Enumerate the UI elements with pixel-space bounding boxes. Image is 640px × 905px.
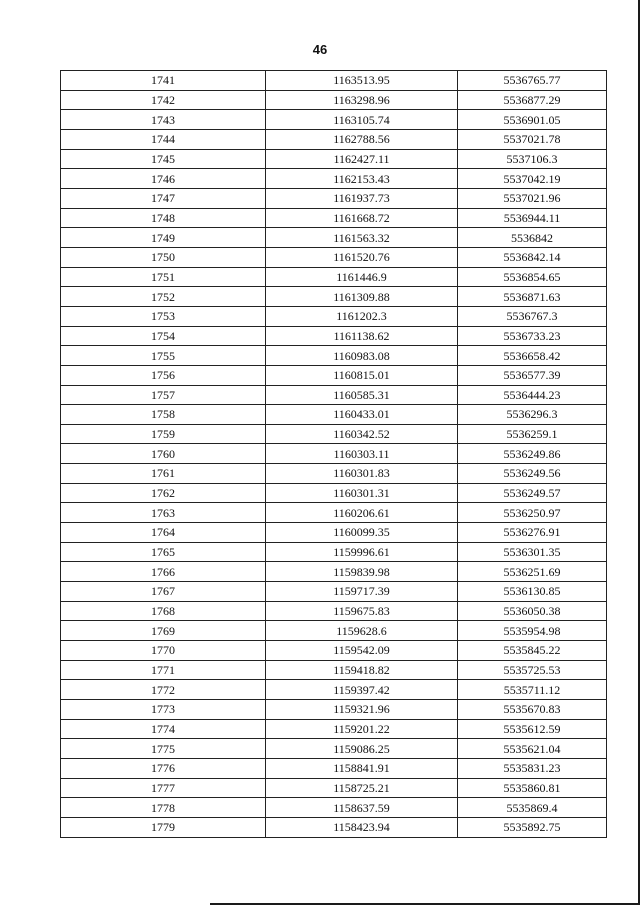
y-coordinate-cell: 5536130.85 (458, 582, 607, 602)
y-coordinate-cell: 5536276.91 (458, 523, 607, 543)
x-coordinate-cell: 1162427.11 (266, 149, 458, 169)
point-number-cell: 1776 (61, 758, 266, 778)
point-number-cell: 1767 (61, 582, 266, 602)
point-number-cell: 1745 (61, 149, 266, 169)
y-coordinate-cell: 5536854.65 (458, 267, 607, 287)
point-number-cell: 1742 (61, 90, 266, 110)
y-coordinate-cell: 5537021.96 (458, 188, 607, 208)
x-coordinate-cell: 1159839.98 (266, 562, 458, 582)
table-row (61, 247, 607, 267)
x-coordinate-cell: 1158637.59 (266, 798, 458, 818)
table-row (61, 385, 607, 405)
table-row (61, 405, 607, 425)
point-number-cell: 1744 (61, 129, 266, 149)
x-coordinate-cell: 1159628.6 (266, 621, 458, 641)
x-coordinate-cell: 1160301.83 (266, 464, 458, 484)
x-coordinate-cell: 1158423.94 (266, 817, 458, 837)
table-row (61, 582, 607, 602)
point-number-cell: 1755 (61, 346, 266, 366)
y-coordinate-cell: 5535831.23 (458, 758, 607, 778)
point-number-cell: 1759 (61, 424, 266, 444)
x-coordinate-cell: 1159996.61 (266, 542, 458, 562)
point-number-cell: 1743 (61, 110, 266, 130)
coordinates-table (60, 70, 607, 838)
y-coordinate-cell: 5536050.38 (458, 601, 607, 621)
x-coordinate-cell: 1160099.35 (266, 523, 458, 543)
x-coordinate-cell: 1160301.31 (266, 483, 458, 503)
y-coordinate-cell: 5536901.05 (458, 110, 607, 130)
table-row (61, 542, 607, 562)
y-coordinate-cell: 5536842 (458, 228, 607, 248)
x-coordinate-cell: 1162153.43 (266, 169, 458, 189)
table-row (61, 621, 607, 641)
y-coordinate-cell: 5536765.77 (458, 71, 607, 91)
table-row (61, 739, 607, 759)
x-coordinate-cell: 1158725.21 (266, 778, 458, 798)
point-number-cell: 1761 (61, 464, 266, 484)
y-coordinate-cell: 5535670.83 (458, 700, 607, 720)
y-coordinate-cell: 5536259.1 (458, 424, 607, 444)
y-coordinate-cell: 5536251.69 (458, 562, 607, 582)
table-row (61, 660, 607, 680)
point-number-cell: 1775 (61, 739, 266, 759)
y-coordinate-cell: 5535892.75 (458, 817, 607, 837)
table-row (61, 719, 607, 739)
x-coordinate-cell: 1163298.96 (266, 90, 458, 110)
point-number-cell: 1766 (61, 562, 266, 582)
x-coordinate-cell: 1161668.72 (266, 208, 458, 228)
y-coordinate-cell: 5536944.11 (458, 208, 607, 228)
y-coordinate-cell: 5537021.78 (458, 129, 607, 149)
point-number-cell: 1778 (61, 798, 266, 818)
x-coordinate-cell: 1161937.73 (266, 188, 458, 208)
table-row (61, 267, 607, 287)
x-coordinate-cell: 1161520.76 (266, 247, 458, 267)
point-number-cell: 1746 (61, 169, 266, 189)
y-coordinate-cell: 5536249.86 (458, 444, 607, 464)
table-row (61, 444, 607, 464)
table-row (61, 346, 607, 366)
point-number-cell: 1770 (61, 641, 266, 661)
y-coordinate-cell: 5537106.3 (458, 149, 607, 169)
table-row (61, 798, 607, 818)
y-coordinate-cell: 5536733.23 (458, 326, 607, 346)
table-row (61, 208, 607, 228)
x-coordinate-cell: 1159418.82 (266, 660, 458, 680)
x-coordinate-cell: 1163105.74 (266, 110, 458, 130)
y-coordinate-cell: 5536249.57 (458, 483, 607, 503)
table-row (61, 110, 607, 130)
point-number-cell: 1763 (61, 503, 266, 523)
y-coordinate-cell: 5536767.3 (458, 306, 607, 326)
y-coordinate-cell: 5535621.04 (458, 739, 607, 759)
y-coordinate-cell: 5536249.56 (458, 464, 607, 484)
table-row (61, 306, 607, 326)
x-coordinate-cell: 1160206.61 (266, 503, 458, 523)
y-coordinate-cell: 5536301.35 (458, 542, 607, 562)
y-coordinate-cell: 5536658.42 (458, 346, 607, 366)
table-row (61, 228, 607, 248)
x-coordinate-cell: 1159717.39 (266, 582, 458, 602)
x-coordinate-cell: 1160342.52 (266, 424, 458, 444)
table-row (61, 149, 607, 169)
table-row (61, 817, 607, 837)
table-row (61, 188, 607, 208)
x-coordinate-cell: 1158841.91 (266, 758, 458, 778)
point-number-cell: 1752 (61, 287, 266, 307)
y-coordinate-cell: 5535954.98 (458, 621, 607, 641)
table-row (61, 365, 607, 385)
point-number-cell: 1777 (61, 778, 266, 798)
point-number-cell: 1768 (61, 601, 266, 621)
point-number-cell: 1757 (61, 385, 266, 405)
x-coordinate-cell: 1161138.62 (266, 326, 458, 346)
point-number-cell: 1748 (61, 208, 266, 228)
y-coordinate-cell: 5536444.23 (458, 385, 607, 405)
table-row (61, 464, 607, 484)
point-number-cell: 1773 (61, 700, 266, 720)
x-coordinate-cell: 1160433.01 (266, 405, 458, 425)
x-coordinate-cell: 1162788.56 (266, 129, 458, 149)
x-coordinate-cell: 1163513.95 (266, 71, 458, 91)
x-coordinate-cell: 1159201.22 (266, 719, 458, 739)
table-row (61, 90, 607, 110)
x-coordinate-cell: 1159321.96 (266, 700, 458, 720)
point-number-cell: 1762 (61, 483, 266, 503)
table-row (61, 169, 607, 189)
y-coordinate-cell: 5535869.4 (458, 798, 607, 818)
point-number-cell: 1765 (61, 542, 266, 562)
point-number-cell: 1747 (61, 188, 266, 208)
y-coordinate-cell: 5535725.53 (458, 660, 607, 680)
y-coordinate-cell: 5536250.97 (458, 503, 607, 523)
x-coordinate-cell: 1160585.31 (266, 385, 458, 405)
x-coordinate-cell: 1161563.32 (266, 228, 458, 248)
table-row (61, 424, 607, 444)
point-number-cell: 1749 (61, 228, 266, 248)
y-coordinate-cell: 5535711.12 (458, 680, 607, 700)
table-row (61, 562, 607, 582)
y-coordinate-cell: 5536871.63 (458, 287, 607, 307)
x-coordinate-cell: 1160983.08 (266, 346, 458, 366)
table-row (61, 758, 607, 778)
x-coordinate-cell: 1161202.3 (266, 306, 458, 326)
table-row (61, 287, 607, 307)
point-number-cell: 1751 (61, 267, 266, 287)
x-coordinate-cell: 1161446.9 (266, 267, 458, 287)
table-row (61, 71, 607, 91)
point-number-cell: 1754 (61, 326, 266, 346)
y-coordinate-cell: 5535612.59 (458, 719, 607, 739)
table-row (61, 601, 607, 621)
table-row (61, 503, 607, 523)
point-number-cell: 1774 (61, 719, 266, 739)
x-coordinate-cell: 1159675.83 (266, 601, 458, 621)
table-row (61, 680, 607, 700)
table-row (61, 483, 607, 503)
point-number-cell: 1760 (61, 444, 266, 464)
y-coordinate-cell: 5535845.22 (458, 641, 607, 661)
point-number-cell: 1741 (61, 71, 266, 91)
x-coordinate-cell: 1159086.25 (266, 739, 458, 759)
y-coordinate-cell: 5537042.19 (458, 169, 607, 189)
x-coordinate-cell: 1160815.01 (266, 365, 458, 385)
table-row (61, 700, 607, 720)
point-number-cell: 1771 (61, 660, 266, 680)
page-number: 46 (312, 42, 328, 57)
y-coordinate-cell: 5536577.39 (458, 365, 607, 385)
table-row (61, 641, 607, 661)
table-body (61, 71, 607, 838)
point-number-cell: 1769 (61, 621, 266, 641)
table-row (61, 129, 607, 149)
point-number-cell: 1772 (61, 680, 266, 700)
point-number-cell: 1753 (61, 306, 266, 326)
point-number-cell: 1779 (61, 817, 266, 837)
x-coordinate-cell: 1159397.42 (266, 680, 458, 700)
point-number-cell: 1758 (61, 405, 266, 425)
x-coordinate-cell: 1160303.11 (266, 444, 458, 464)
y-coordinate-cell: 5535860.81 (458, 778, 607, 798)
y-coordinate-cell: 5536877.29 (458, 90, 607, 110)
point-number-cell: 1764 (61, 523, 266, 543)
y-coordinate-cell: 5536842.14 (458, 247, 607, 267)
table-row (61, 326, 607, 346)
table-row (61, 523, 607, 543)
table-row (61, 778, 607, 798)
y-coordinate-cell: 5536296.3 (458, 405, 607, 425)
point-number-cell: 1750 (61, 247, 266, 267)
x-coordinate-cell: 1159542.09 (266, 641, 458, 661)
x-coordinate-cell: 1161309.88 (266, 287, 458, 307)
point-number-cell: 1756 (61, 365, 266, 385)
